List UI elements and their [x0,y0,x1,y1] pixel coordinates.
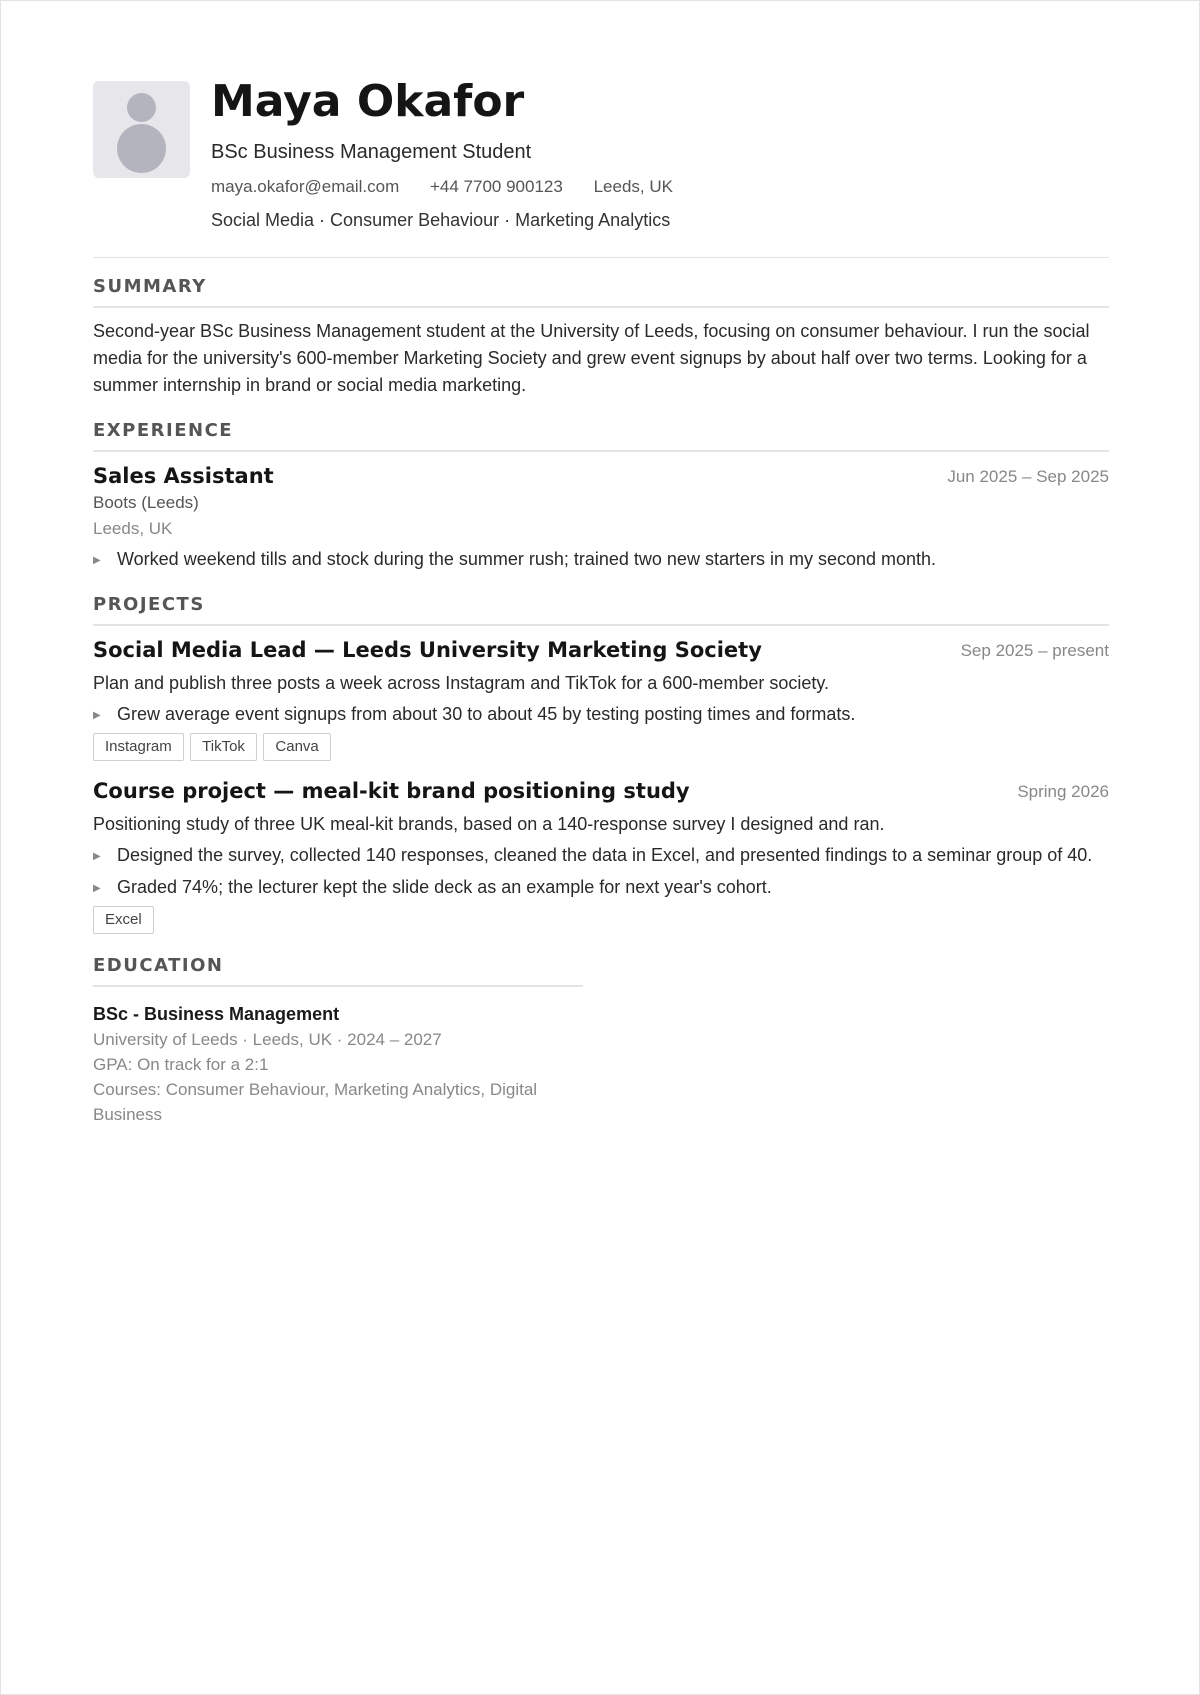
experience-company: Boots (Leeds) [93,493,199,512]
candidate-name: Maya Okafor [211,76,525,127]
avatar-body [117,124,166,173]
education-section [93,954,583,1127]
skill-tag: Canva [263,733,330,761]
triangle-right-icon: ▶ [93,710,101,721]
project-tags [93,733,1109,761]
project-description: Plan and publish three posts a week across Instagram and TikTok for a 600-member society. [93,673,830,693]
summary-section [93,275,1109,399]
education-degree: BSc - Business Management [93,1004,340,1024]
experience-bullets [93,546,1109,573]
skill-tag: TikTok [190,733,257,761]
contact-line [211,175,1091,199]
avatar-placeholder-icon [93,81,190,178]
project-name: Course project — meal-kit brand positioning study [93,779,690,803]
bullet-text: Worked weekend tills and stock during the summer rush; trained two new starters in my second month. [117,549,937,569]
bullet-text: Graded 74%; the lecturer kept the slide deck as an example for next year's cohort. [117,877,772,897]
experience-section [93,419,1109,573]
education-school: University of Leeds · Leeds, UK · 2024 – 2027 [93,1030,442,1049]
experience-role: Sales Assistant [93,464,274,488]
contact-phone[interactable]: +44 7700 900123 [430,177,563,196]
project-bullets [93,701,1109,728]
header-text [211,76,1091,232]
education-gpa: GPA: On track for a 2:1 [93,1055,269,1074]
avatar-head [127,93,156,122]
experience-entry [93,462,1109,573]
bullet-item [93,701,1109,728]
resume-header [93,76,1109,257]
candidate-headline: BSc Business Management Student [211,141,532,163]
project-dates: Sep 2025 – present [960,641,1109,660]
bullet-item [93,546,1109,573]
bullet-item [93,842,1109,869]
project-tags [93,906,1109,934]
project-entry-head [93,777,1109,805]
contact-email[interactable]: maya.okafor@email.com [211,177,400,196]
skill-tag: Excel [93,906,154,934]
triangle-right-icon: ▶ [93,555,101,566]
experience-dates: Jun 2025 – Sep 2025 [947,467,1109,486]
project-entry-head [93,636,1109,664]
experience-location: Leeds, UK [93,519,173,538]
skill-tag: Instagram [93,733,184,761]
triangle-right-icon: ▶ [93,883,101,894]
summary-text: Second-year BSc Business Management student at the University of Leeds, focusing on consumer behaviour. I run the social media for the university's 600-member Marketing Society and grew event signups by about half over two terms. Looking for a summer internship in brand or social media marketing. [93,321,1090,395]
triangle-right-icon: ▶ [93,851,101,862]
resume-content [93,76,1109,1127]
section-title-experience: EXPERIENCE [93,419,1109,452]
section-title-education: EDUCATION [93,954,583,987]
project-entry [93,636,1109,761]
project-bullets [93,842,1109,901]
header-divider [93,257,1109,258]
projects-section [93,593,1109,934]
project-name: Social Media Lead — Leeds University Marketing Society [93,638,762,662]
contact-location: Leeds, UK [593,177,673,196]
project-entry [93,777,1109,934]
project-dates: Spring 2026 [1017,782,1109,801]
section-title-summary: SUMMARY [93,275,1109,308]
bullet-text: Grew average event signups from about 30 to about 45 by testing posting times and formats. [117,704,856,724]
bullet-text: Designed the survey, collected 140 responses, cleaned the data in Excel, and presented findings to a seminar group of 40. [117,845,1093,865]
bullet-item [93,874,1109,901]
project-description: Positioning study of three UK meal-kit brands, based on a 140-response survey I designed and ran. [93,814,885,834]
education-courses: Courses: Consumer Behaviour, Marketing Analytics, Digital Business [93,1080,538,1124]
section-title-projects: PROJECTS [93,593,1109,626]
experience-entry-head [93,462,1109,490]
candidate-tagline: Social Media · Consumer Behaviour · Marketing Analytics [211,210,671,230]
